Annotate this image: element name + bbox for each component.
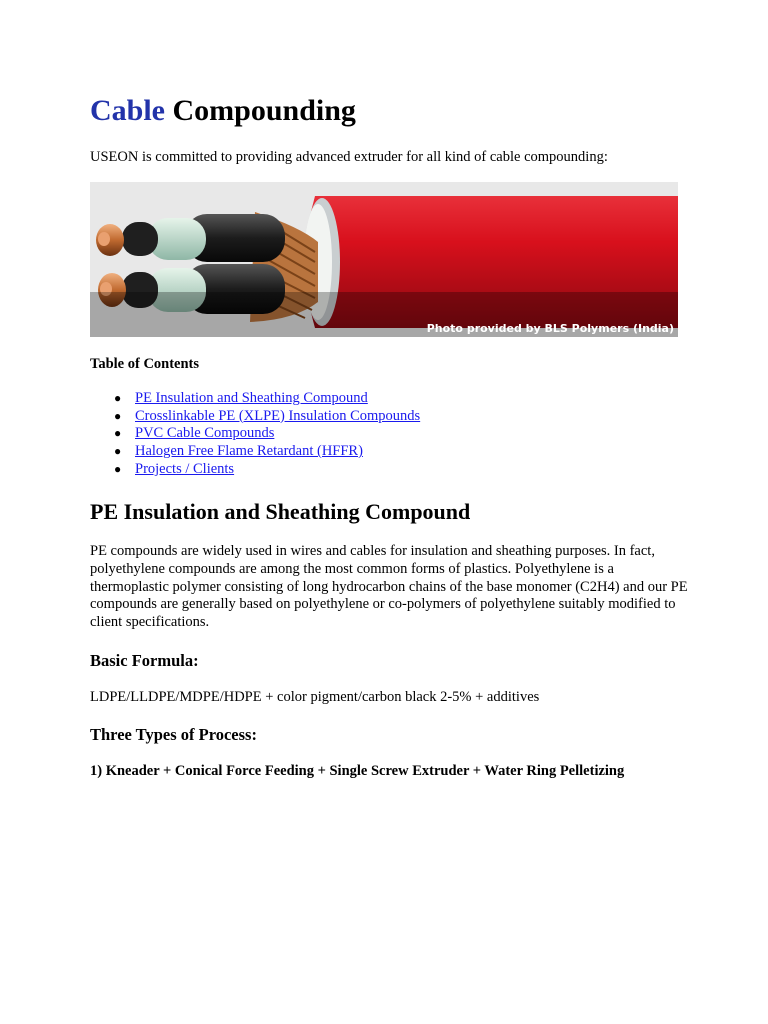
process-heading: Three Types of Process: (90, 725, 257, 744)
title-rest: Compounding (172, 94, 356, 127)
toc-link-hffr[interactable]: Halogen Free Flame Retardant (HFFR) (135, 443, 363, 460)
bullet-icon: ● (114, 391, 122, 405)
toc-link-pvc[interactable]: PVC Cable Compounds (135, 425, 275, 442)
bullet-icon: ● (114, 461, 122, 476)
toc-heading: Table of Contents (90, 356, 200, 372)
cable-illustration (90, 182, 678, 337)
section-paragraph: PE compounds are widely used in wires and cables for insulation and sheathing purposes. In fact, polyethylene compounds are among the most common forms of plastics. Polyethylene is a thermoplastic polymer consisting of long hydrocarbon chains of the base monomer (C2H4) and our PE compounds are generally based on polyethylene or co-polymers of polyethylene suitably modified to client specifications. (90, 543, 688, 631)
intro-text: USEON is committed to providing advanced extruder for all kind of cable compounding: (90, 149, 608, 165)
toc-item (90, 390, 420, 408)
photo-caption: Photo provided by BLS Polymers (India) (426, 322, 674, 335)
toc-link-xlpe[interactable]: Crosslinkable PE (XLPE) Insulation Compounds (135, 407, 421, 424)
bullet-icon: ● (114, 426, 122, 441)
section-heading: PE Insulation and Sheathing Compound (90, 499, 471, 524)
cable-photo (90, 182, 678, 337)
toc-link-pe-insulation[interactable]: PE Insulation and Sheathing Compound (135, 390, 368, 406)
title-accent-word: Cable (90, 94, 165, 127)
bullet-icon: ● (114, 408, 122, 423)
toc-item (90, 461, 420, 479)
toc-link-projects[interactable]: Projects / Clients (135, 460, 235, 477)
table-of-contents (90, 390, 420, 478)
page-title (90, 92, 356, 130)
bullet-icon: ● (114, 444, 122, 459)
formula-text: LDPE/LLDPE/MDPE/HDPE + color pigment/carbon black 2-5% + additives (90, 689, 540, 705)
process-step-1: 1) Kneader + Conical Force Feeding + Single Screw Extruder + Water Ring Pelletizing (90, 763, 625, 779)
toc-item (90, 425, 420, 443)
toc-item (90, 443, 420, 461)
toc-item (90, 408, 420, 426)
formula-heading: Basic Formula: (90, 651, 199, 670)
